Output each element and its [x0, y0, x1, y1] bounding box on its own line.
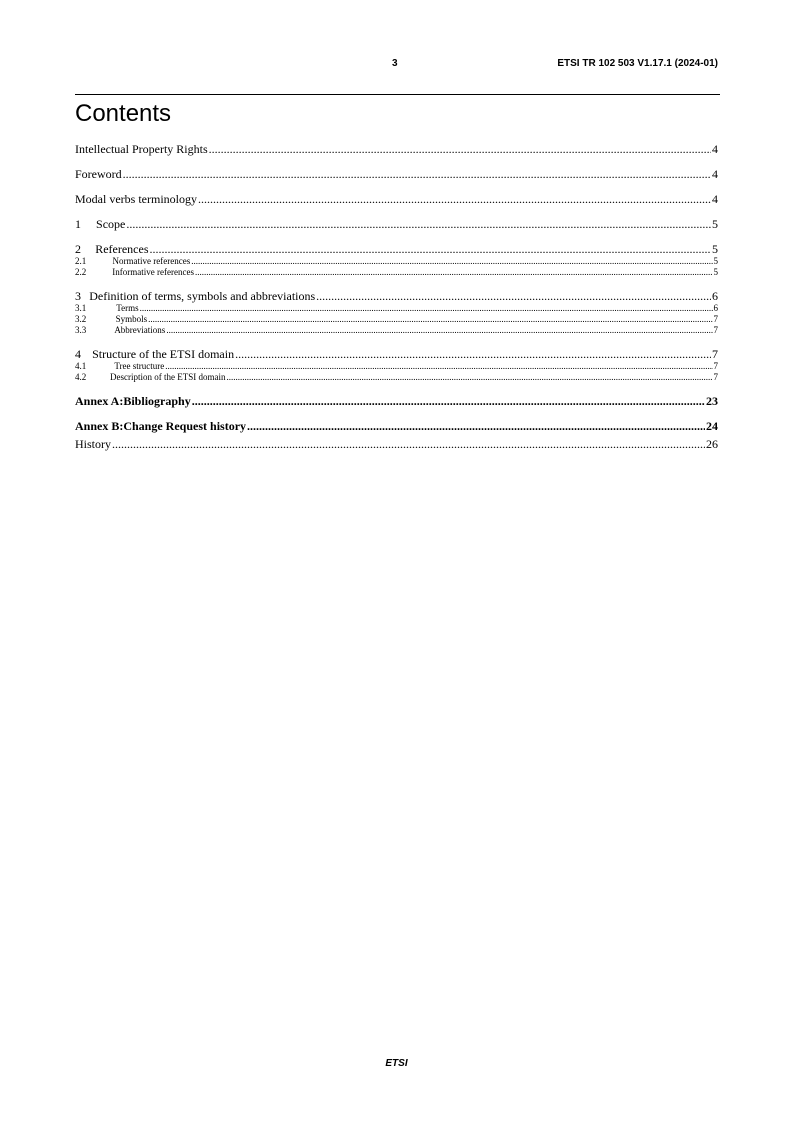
- toc-entry-number: 2.2: [75, 267, 87, 277]
- toc-entry-page: 7: [713, 325, 718, 335]
- toc-dot-leader: [112, 437, 705, 451]
- toc-entry-number: 4: [75, 347, 81, 361]
- toc-entry-title: Foreword: [75, 167, 122, 181]
- toc-entry-title: Description of the ETSI domain: [109, 372, 226, 382]
- toc-entry-page: 4: [712, 142, 718, 156]
- toc-entry-page: 5: [712, 217, 718, 231]
- toc-entry-page: 4: [712, 167, 718, 181]
- toc-dot-leader: [198, 192, 711, 206]
- toc-dot-leader: [150, 242, 712, 256]
- toc-dot-leader: [316, 289, 711, 303]
- toc-entry-title: Structure of the ETSI domain: [92, 347, 235, 361]
- toc-entry[interactable]: [75, 267, 718, 278]
- toc-entry-title: Terms: [116, 303, 139, 313]
- toc-dot-leader: [209, 142, 711, 156]
- toc-dot-leader: [126, 217, 711, 231]
- toc-entry-title: Definition of terms, symbols and abbreviations: [89, 289, 316, 303]
- toc-entry[interactable]: [75, 347, 718, 361]
- header-rule: [75, 94, 720, 95]
- toc-entry-title: Tree structure: [114, 361, 165, 371]
- toc-entry[interactable]: [75, 256, 718, 267]
- toc-entry[interactable]: [75, 289, 718, 303]
- toc-dot-leader: [247, 419, 705, 433]
- toc-entry-page: 26: [706, 437, 718, 451]
- toc-entry[interactable]: [75, 192, 718, 206]
- toc-entry[interactable]: [75, 303, 718, 314]
- toc-entry-number: 3: [75, 289, 81, 303]
- toc-entry-title: Symbols: [115, 314, 148, 324]
- toc-entry-page: 7: [713, 372, 718, 382]
- toc-entry-title: Normative references: [112, 256, 191, 266]
- toc-entry[interactable]: [75, 314, 718, 325]
- toc-entry-page: 23: [706, 394, 718, 408]
- toc-entry-page: 7: [712, 347, 718, 361]
- toc-entry-number: Annex B:: [75, 419, 124, 433]
- toc-entry-number: 4.1: [75, 361, 87, 371]
- toc-dot-leader: [192, 394, 705, 408]
- toc-entry[interactable]: [75, 361, 718, 372]
- toc-entry[interactable]: [75, 167, 718, 181]
- toc-entry-number: 3.1: [75, 303, 87, 313]
- toc-entry-title: Abbreviations: [114, 325, 166, 335]
- toc-entry-number: 4.2: [75, 372, 87, 382]
- table-of-contents: [75, 142, 718, 451]
- toc-entry-number: 3.3: [75, 325, 87, 335]
- toc-dot-leader: [226, 372, 712, 383]
- page-number: 3: [392, 58, 398, 69]
- toc-entry-number: 1: [75, 217, 81, 231]
- toc-dot-leader: [166, 325, 712, 336]
- toc-entry-number: 2: [75, 242, 81, 256]
- toc-entry-number: Annex A:: [75, 394, 124, 408]
- toc-entry-title: Intellectual Property Rights: [75, 142, 208, 156]
- toc-entry-page: 5: [713, 256, 718, 266]
- toc-entry-page: 7: [713, 361, 718, 371]
- toc-entry[interactable]: [75, 142, 718, 156]
- contents-title: Contents: [75, 100, 172, 127]
- toc-entry-page: 24: [706, 419, 718, 433]
- toc-entry-number: 2.1: [75, 256, 87, 266]
- toc-dot-leader: [148, 314, 712, 325]
- toc-dot-leader: [165, 361, 712, 372]
- toc-entry-title: Change Request history: [123, 419, 247, 433]
- toc-entry-title: Informative references: [112, 267, 194, 277]
- toc-entry-number: 3.2: [75, 314, 87, 324]
- toc-dot-leader: [195, 267, 713, 278]
- toc-entry-page: 6: [712, 289, 718, 303]
- toc-entry-page: 5: [713, 267, 718, 277]
- toc-entry-page: 7: [713, 314, 718, 324]
- toc-entry[interactable]: [75, 394, 718, 408]
- toc-entry-page: 4: [712, 192, 718, 206]
- toc-entry-page: 6: [713, 303, 718, 313]
- toc-dot-leader: [140, 303, 713, 314]
- toc-dot-leader: [235, 347, 711, 361]
- toc-entry[interactable]: [75, 372, 718, 383]
- toc-entry-title: Bibliography: [123, 394, 191, 408]
- toc-entry[interactable]: [75, 419, 718, 433]
- toc-entry[interactable]: [75, 217, 718, 231]
- toc-entry-page: 5: [712, 242, 718, 256]
- toc-dot-leader: [123, 167, 711, 181]
- toc-entry-title: Scope: [96, 217, 126, 231]
- toc-entry[interactable]: [75, 325, 718, 336]
- toc-dot-leader: [191, 256, 712, 267]
- document-identifier: ETSI TR 102 503 V1.17.1 (2024-01): [557, 58, 718, 69]
- toc-entry[interactable]: [75, 437, 718, 451]
- toc-entry-title: Modal verbs terminology: [75, 192, 197, 206]
- footer-publisher: ETSI: [385, 1058, 408, 1069]
- toc-entry[interactable]: [75, 242, 718, 256]
- toc-entry-title: History: [75, 437, 111, 451]
- toc-entry-title: References: [95, 242, 149, 256]
